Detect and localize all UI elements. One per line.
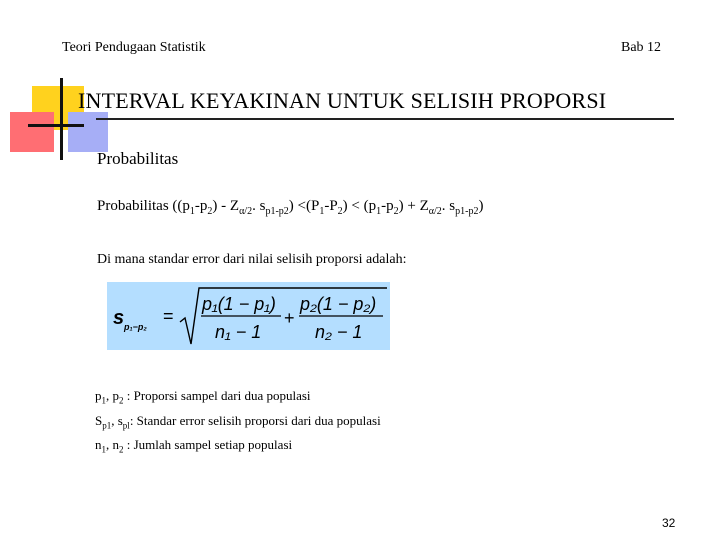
equation-s: s	[113, 307, 125, 329]
formula-subscript: 1	[376, 206, 382, 217]
equation-equals: =	[163, 306, 174, 326]
formula-subscript: α/2	[428, 206, 442, 217]
formula-part: -p	[381, 198, 394, 214]
title-underline	[96, 118, 674, 120]
symbol-subscript: pl	[122, 420, 130, 431]
formula-subscript: 2	[207, 206, 213, 217]
header-chapter-text: Bab 12	[621, 40, 662, 55]
symbol-subscript: 2	[119, 444, 124, 455]
symbol-subscript: p1	[102, 420, 112, 431]
definition-row	[95, 435, 381, 460]
formula-subscript: 1	[189, 206, 195, 217]
formula-part: ) <(P	[288, 198, 320, 214]
formula-subscript: 1	[319, 206, 325, 217]
formula-part: -p	[194, 198, 208, 214]
formula-subscript: 2	[393, 206, 399, 217]
symbol-definitions	[95, 386, 381, 460]
definition-text: : Jumlah sampel setiap populasi	[123, 437, 293, 453]
symbol: , n	[106, 437, 119, 453]
equation-numerator-2: p₂(1 − p₂)	[300, 294, 377, 314]
symbol-subscript: 1	[101, 395, 106, 406]
equation-denominator-2: n₂ − 1	[315, 322, 363, 342]
formula-part: ) + Z	[398, 198, 429, 214]
equation-plus: +	[284, 308, 295, 328]
symbol: , s	[111, 412, 123, 428]
equation-subscript: p₁−p₂	[124, 322, 147, 332]
equation-graphic	[107, 282, 390, 350]
formula-subscript: p1-p2	[265, 206, 289, 217]
definition-text: : Proporsi sampel dari dua populasi	[123, 388, 311, 403]
symbol-subscript: 2	[119, 395, 124, 406]
symbol: , p	[106, 388, 119, 403]
header-left-text: Teori Pendugaan Statistik	[62, 40, 206, 55]
standard-error-description: Di mana standar error dari nilai selisih proporsi adalah:	[97, 252, 407, 267]
probability-formula	[97, 198, 483, 217]
formula-subscript: α/2	[239, 206, 253, 217]
decorative-vertical-line	[60, 78, 63, 160]
formula-part: ) - Z	[212, 198, 240, 214]
symbol: p	[95, 388, 102, 403]
formula-part: -P	[324, 198, 338, 214]
section-subtitle: Probabilitas	[97, 149, 179, 168]
standard-error-equation	[107, 282, 390, 350]
formula-part: . s	[441, 198, 456, 214]
equation-denominator-1: n₁ − 1	[215, 322, 262, 342]
definition-row	[95, 411, 381, 436]
formula-part: )	[478, 198, 484, 214]
page-number: 32	[662, 516, 676, 530]
definition-row	[95, 386, 381, 411]
decorative-red-square	[10, 112, 54, 152]
symbol: n	[95, 437, 102, 453]
equation-numerator-1: p₁(1 − p₁)	[202, 294, 276, 314]
decorative-horizontal-line	[28, 124, 84, 127]
symbol: S	[95, 412, 103, 428]
formula-subscript: 2	[337, 206, 343, 217]
symbol-subscript: 1	[101, 444, 106, 455]
slide-title: INTERVAL KEYAKINAN UNTUK SELISIH PROPORSI	[78, 88, 607, 113]
formula-part: . s	[252, 198, 266, 214]
formula-subscript: p1-p2	[455, 206, 479, 217]
formula-part: ) < (p	[342, 198, 377, 214]
formula-part: Probabilitas ((p	[97, 198, 190, 214]
definition-text: : Standar error selisih proporsi dari dua populasi	[129, 412, 381, 428]
